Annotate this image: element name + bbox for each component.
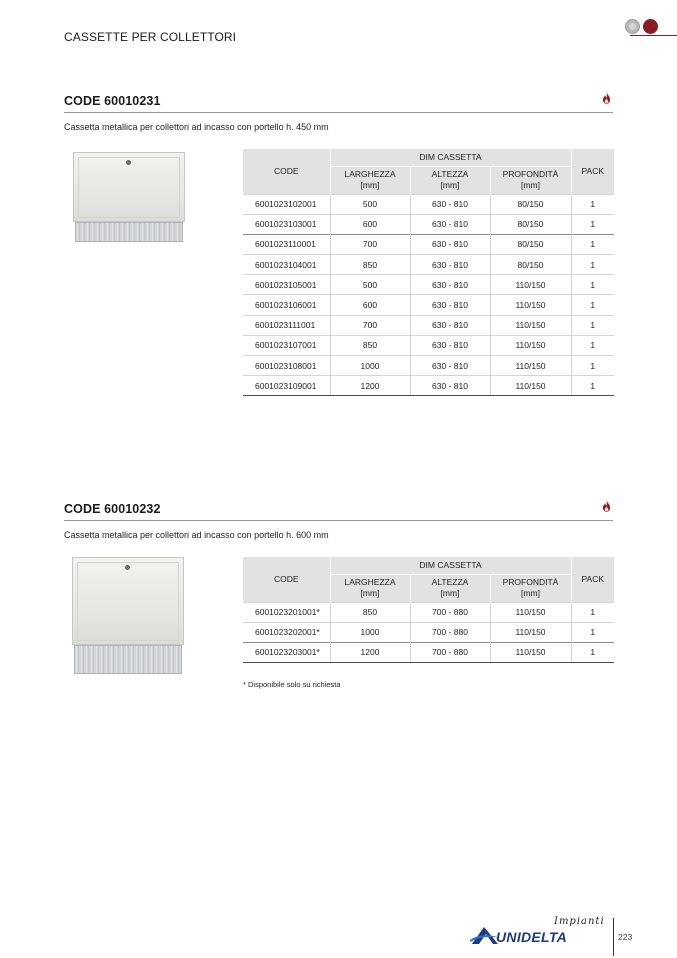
col-header-depth bbox=[490, 574, 571, 602]
cell-width: 850 bbox=[330, 335, 410, 355]
cell-pack: 1 bbox=[571, 315, 614, 335]
cell-pack: 1 bbox=[571, 602, 614, 622]
cell-depth: 110/150 bbox=[490, 335, 571, 355]
header-accent-line bbox=[630, 35, 677, 36]
width-label: LARGHEZZA bbox=[344, 169, 396, 179]
table-row bbox=[243, 602, 614, 622]
cell-height: 630 - 810 bbox=[410, 275, 490, 295]
section-code-60010232 bbox=[64, 502, 613, 540]
col-header-pack: PACK bbox=[571, 557, 614, 602]
cell-height: 700 - 880 bbox=[410, 602, 490, 622]
cell-depth: 110/150 bbox=[490, 602, 571, 622]
cell-code: 6001023103001 bbox=[243, 214, 330, 234]
section-code-60010231 bbox=[64, 94, 613, 132]
cell-pack: 1 bbox=[571, 194, 614, 214]
section-rule bbox=[64, 520, 613, 521]
cell-depth: 110/150 bbox=[490, 315, 571, 335]
page-title: CASSETTE PER COLLETTORI bbox=[64, 30, 237, 44]
cell-code: 6001023104001 bbox=[243, 255, 330, 275]
cell-height: 700 - 880 bbox=[410, 642, 490, 662]
cell-pack: 1 bbox=[571, 642, 614, 662]
cell-pack: 1 bbox=[571, 255, 614, 275]
table-row bbox=[243, 194, 614, 214]
unit-label: [mm] bbox=[521, 180, 540, 190]
cell-code: 6001023102001 bbox=[243, 194, 330, 214]
footnote: * Disponibile solo su richiesta bbox=[243, 680, 341, 689]
cell-depth: 110/150 bbox=[490, 275, 571, 295]
cell-pack: 1 bbox=[571, 376, 614, 396]
grey-dot-icon bbox=[625, 19, 640, 34]
lock-icon bbox=[125, 565, 130, 570]
red-dot-icon bbox=[643, 19, 658, 34]
width-label: LARGHEZZA bbox=[344, 577, 396, 587]
col-header-pack: PACK bbox=[571, 149, 614, 194]
table-row bbox=[243, 255, 614, 275]
cell-width: 850 bbox=[330, 602, 410, 622]
cell-height: 630 - 810 bbox=[410, 376, 490, 396]
height-label: ALTEZZA bbox=[431, 169, 469, 179]
cell-code: 6001023110001 bbox=[243, 234, 330, 254]
cell-depth: 110/150 bbox=[490, 642, 571, 662]
cell-width: 500 bbox=[330, 275, 410, 295]
cell-depth: 80/150 bbox=[490, 234, 571, 254]
col-header-code: CODE bbox=[243, 557, 330, 602]
cell-height: 630 - 810 bbox=[410, 335, 490, 355]
cell-pack: 1 bbox=[571, 275, 614, 295]
unidelta-logo bbox=[470, 916, 610, 948]
section-code-title: CODE 60010231 bbox=[64, 94, 161, 108]
cell-code: 6001023202001* bbox=[243, 622, 330, 642]
cell-width: 500 bbox=[330, 194, 410, 214]
col-header-width bbox=[330, 166, 410, 194]
cell-height: 630 - 810 bbox=[410, 194, 490, 214]
col-header-depth bbox=[490, 166, 571, 194]
spec-table-60010232 bbox=[243, 557, 614, 663]
cell-code: 6001023203001* bbox=[243, 642, 330, 662]
unit-label: [mm] bbox=[521, 588, 540, 598]
cell-code: 6001023108001 bbox=[243, 356, 330, 376]
cabinet-base bbox=[75, 222, 183, 242]
cabinet-door bbox=[72, 557, 184, 645]
spec-table-60010231 bbox=[243, 149, 614, 396]
table-row bbox=[243, 315, 614, 335]
cell-height: 630 - 810 bbox=[410, 315, 490, 335]
depth-label: PROFONDITÀ bbox=[502, 169, 559, 179]
cell-depth: 80/150 bbox=[490, 214, 571, 234]
section-rule bbox=[64, 112, 613, 113]
cell-width: 600 bbox=[330, 214, 410, 234]
height-label: ALTEZZA bbox=[431, 577, 469, 587]
table-row bbox=[243, 376, 614, 396]
cell-code: 6001023105001 bbox=[243, 275, 330, 295]
cell-depth: 80/150 bbox=[490, 255, 571, 275]
table-row bbox=[243, 275, 614, 295]
table-row bbox=[243, 622, 614, 642]
cell-pack: 1 bbox=[571, 234, 614, 254]
logo-script-text: Impianti bbox=[554, 916, 605, 927]
lock-icon bbox=[126, 160, 131, 165]
page-number-separator bbox=[613, 918, 614, 956]
cell-width: 1200 bbox=[330, 376, 410, 396]
cell-height: 630 - 810 bbox=[410, 214, 490, 234]
col-header-width bbox=[330, 574, 410, 602]
cell-pack: 1 bbox=[571, 295, 614, 315]
unit-label: [mm] bbox=[360, 180, 380, 190]
cell-depth: 110/150 bbox=[490, 356, 571, 376]
table-row bbox=[243, 356, 614, 376]
col-group-dim: DIM CASSETTA bbox=[330, 149, 571, 166]
table-row bbox=[243, 335, 614, 355]
cell-depth: 110/150 bbox=[490, 295, 571, 315]
cell-depth: 110/150 bbox=[490, 622, 571, 642]
cell-width: 600 bbox=[330, 295, 410, 315]
cabinet-base bbox=[74, 645, 182, 674]
cell-code: 6001023109001 bbox=[243, 376, 330, 396]
cell-depth: 80/150 bbox=[490, 194, 571, 214]
cell-code: 6001023106001 bbox=[243, 295, 330, 315]
cell-width: 700 bbox=[330, 234, 410, 254]
unit-label: [mm] bbox=[440, 588, 460, 598]
cell-pack: 1 bbox=[571, 214, 614, 234]
cell-code: 6001023107001 bbox=[243, 335, 330, 355]
cabinet-product-image bbox=[73, 152, 185, 242]
section-description: Cassetta metallica per collettori ad incasso con portello h. 600 mm bbox=[64, 530, 329, 540]
col-header-height bbox=[410, 166, 490, 194]
logo-wordmark: UNIDELTA bbox=[496, 929, 568, 945]
col-group-dim: DIM CASSETTA bbox=[330, 557, 571, 574]
unit-label: [mm] bbox=[360, 588, 380, 598]
cell-width: 1000 bbox=[330, 356, 410, 376]
col-header-height bbox=[410, 574, 490, 602]
cell-pack: 1 bbox=[571, 622, 614, 642]
table-row bbox=[243, 295, 614, 315]
cell-height: 700 - 880 bbox=[410, 622, 490, 642]
cell-depth: 110/150 bbox=[490, 376, 571, 396]
cell-pack: 1 bbox=[571, 356, 614, 376]
cabinet-door bbox=[73, 152, 185, 222]
table-row bbox=[243, 234, 614, 254]
cell-width: 1200 bbox=[330, 642, 410, 662]
cell-height: 630 - 810 bbox=[410, 295, 490, 315]
cell-pack: 1 bbox=[571, 335, 614, 355]
page-number: 223 bbox=[618, 932, 633, 942]
cell-height: 630 - 810 bbox=[410, 356, 490, 376]
cell-code: 6001023201001* bbox=[243, 602, 330, 622]
table-row bbox=[243, 214, 614, 234]
section-code-title: CODE 60010232 bbox=[64, 502, 161, 516]
unit-label: [mm] bbox=[440, 180, 460, 190]
flame-icon bbox=[602, 92, 611, 104]
cell-width: 1000 bbox=[330, 622, 410, 642]
depth-label: PROFONDITÀ bbox=[502, 577, 559, 587]
cell-height: 630 - 810 bbox=[410, 255, 490, 275]
cabinet-product-image bbox=[72, 557, 184, 674]
cell-height: 630 - 810 bbox=[410, 234, 490, 254]
header-dots-icon bbox=[625, 19, 665, 35]
cell-width: 850 bbox=[330, 255, 410, 275]
flame-icon bbox=[602, 500, 611, 512]
col-header-code: CODE bbox=[243, 149, 330, 194]
section-description: Cassetta metallica per collettori ad incasso con portello h. 450 mm bbox=[64, 122, 329, 132]
table-row bbox=[243, 642, 614, 662]
cell-width: 700 bbox=[330, 315, 410, 335]
cell-code: 6001023111001 bbox=[243, 315, 330, 335]
